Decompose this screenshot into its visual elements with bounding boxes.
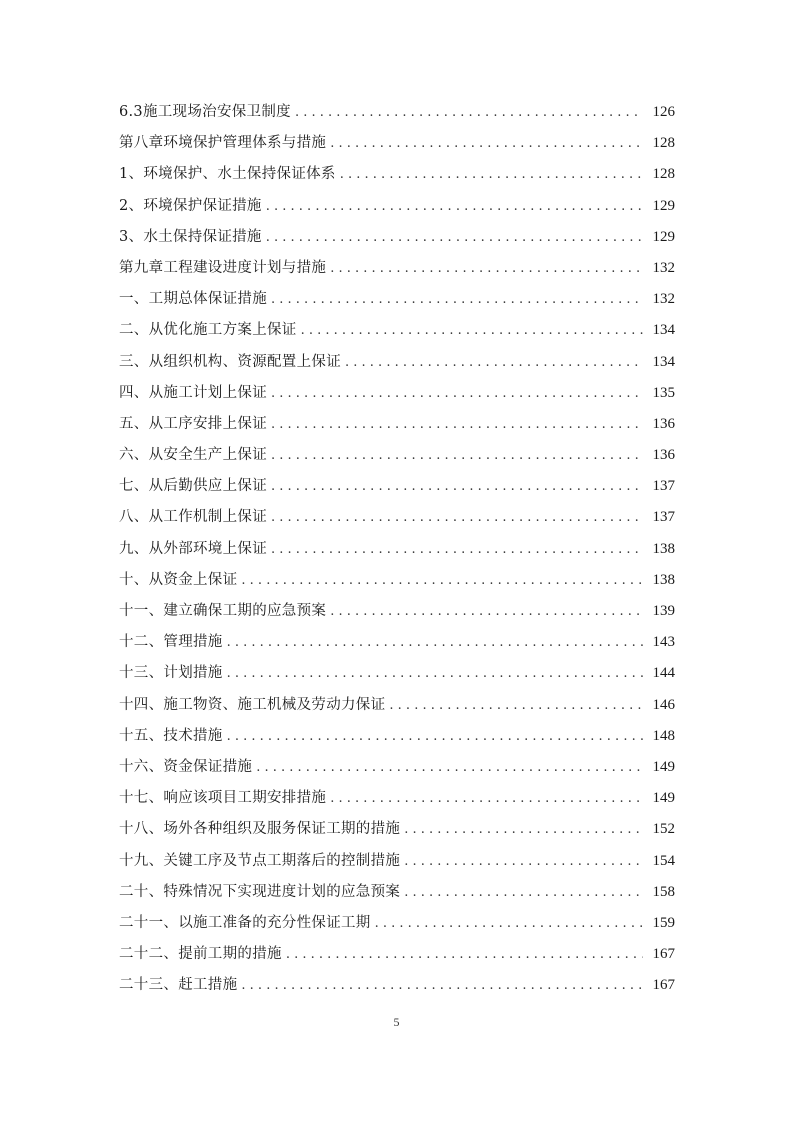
toc-entry-title: 二十二、提前工期的措施 <box>119 946 282 963</box>
toc-entry-title: 二、从优化施工方案上保证 <box>119 322 297 339</box>
toc-entry[interactable] <box>119 378 675 409</box>
toc-dot-leader <box>286 939 643 970</box>
toc-entry-title: 六、从安全生产上保证 <box>119 447 267 464</box>
toc-entry-page: 149 <box>652 758 675 775</box>
toc-dot-leader <box>271 440 643 471</box>
toc-entry-title: 二十一、以施工准备的充分性保证工期 <box>119 914 371 931</box>
toc-entry-page: 135 <box>652 384 675 401</box>
toc-entry-page: 137 <box>652 509 675 526</box>
toc-entry[interactable] <box>119 253 675 284</box>
toc-entry-title: 十九、关键工序及节点工期落后的控制措施 <box>119 852 401 869</box>
toc-entry-title: 2、环境保护保证措施 <box>119 197 262 214</box>
toc-entry-page: 134 <box>652 322 675 339</box>
toc-entry[interactable] <box>119 970 675 1001</box>
toc-entry-title: 十二、管理措施 <box>119 634 223 651</box>
toc-dot-leader <box>375 908 643 939</box>
toc-entry-page: 132 <box>652 259 675 276</box>
toc-dot-leader <box>404 814 643 845</box>
toc-entry-page: 137 <box>652 478 675 495</box>
toc-dot-leader <box>227 658 643 689</box>
toc-entry-title: 1、环境保护、水土保持保证体系 <box>119 166 336 183</box>
toc-entry[interactable] <box>119 783 675 814</box>
toc-entry-page: 129 <box>652 228 675 245</box>
toc-entry-title: 四、从施工计划上保证 <box>119 384 267 401</box>
toc-dot-leader <box>227 721 643 752</box>
toc-entry[interactable] <box>119 939 675 970</box>
toc-entry-title: 三、从组织机构、资源配置上保证 <box>119 353 341 370</box>
toc-entry[interactable] <box>119 690 675 721</box>
toc-entry[interactable] <box>119 596 675 627</box>
toc-dot-leader <box>256 752 643 783</box>
toc-entry-page: 138 <box>652 540 675 557</box>
toc-entry-title: 3、水土保持保证措施 <box>119 228 262 245</box>
toc-entry-page: 136 <box>652 447 675 464</box>
toc-entry[interactable] <box>119 658 675 689</box>
toc-dot-leader <box>241 970 643 1001</box>
toc-entry[interactable] <box>119 752 675 783</box>
toc-entry-page: 139 <box>652 603 675 619</box>
toc-entry-title: 十七、响应该项目工期安排措施 <box>119 790 327 807</box>
toc-dot-leader <box>271 471 643 502</box>
toc-dot-leader <box>271 502 643 533</box>
toc-entry-title: 七、从后勤供应上保证 <box>119 478 267 495</box>
toc-entry[interactable] <box>119 440 675 471</box>
toc-entry[interactable] <box>119 471 675 502</box>
toc-entry-page: 134 <box>652 353 675 370</box>
toc-entry[interactable] <box>119 814 675 845</box>
toc-dot-leader <box>271 534 643 565</box>
toc-dot-leader <box>389 690 643 721</box>
toc-entry[interactable] <box>119 908 675 939</box>
toc-entry-title: 第九章工程建设进度计划与措施 <box>119 259 327 276</box>
toc-entry-page: 128 <box>652 166 675 183</box>
toc-entry[interactable] <box>119 284 675 315</box>
toc-entry[interactable] <box>119 721 675 752</box>
toc-entry-page: 148 <box>652 727 675 744</box>
toc-dot-leader <box>345 347 643 378</box>
toc-entry-title: 十五、技术措施 <box>119 727 223 744</box>
toc-dot-leader <box>271 409 643 440</box>
toc-entry-title: 一、工期总体保证措施 <box>119 291 267 308</box>
toc-entry-page: 138 <box>652 571 675 588</box>
toc-entry-title: 十一、建立确保工期的应急预案 <box>119 603 327 619</box>
toc-entry-page: 167 <box>652 946 675 963</box>
toc-dot-leader <box>295 97 643 128</box>
toc-entry-title: 十四、施工物资、施工机械及劳动力保证 <box>119 696 386 713</box>
toc-dot-leader <box>404 846 643 877</box>
toc-entry-page: 132 <box>652 291 675 308</box>
toc-dot-leader <box>241 565 643 596</box>
toc-entry-title: 第八章环境保护管理体系与措施 <box>119 135 327 152</box>
toc-entry-page: 154 <box>652 852 675 869</box>
toc-entry-page: 143 <box>652 634 675 651</box>
toc-entry[interactable] <box>119 159 675 190</box>
toc-dot-leader <box>340 159 643 190</box>
toc-entry-page: 167 <box>652 977 675 994</box>
toc-entry-page: 158 <box>652 883 675 900</box>
toc-entry[interactable] <box>119 534 675 565</box>
toc-entry-page: 126 <box>652 104 675 120</box>
toc-entry[interactable] <box>119 846 675 877</box>
toc-entry[interactable] <box>119 409 675 440</box>
page-number: 5 <box>393 1015 400 1029</box>
toc-entry[interactable] <box>119 347 675 378</box>
toc-entry-title: 十八、场外各种组织及服务保证工期的措施 <box>119 821 401 838</box>
toc-entry[interactable] <box>119 222 675 253</box>
toc-entry-page: 159 <box>652 914 675 931</box>
toc-entry-page: 146 <box>652 696 675 713</box>
toc-dot-leader <box>330 128 643 159</box>
toc-entry[interactable] <box>119 877 675 908</box>
toc-entry[interactable] <box>119 128 675 159</box>
toc-dot-leader <box>271 284 643 315</box>
toc-entry-page: 128 <box>652 135 675 152</box>
toc-entry-page: 152 <box>652 821 675 838</box>
toc-dot-leader <box>227 627 643 658</box>
toc-entry-page: 129 <box>652 197 675 214</box>
toc-dot-leader <box>266 191 643 222</box>
table-of-contents <box>119 97 675 1001</box>
toc-entry-title: 九、从外部环境上保证 <box>119 540 267 557</box>
toc-dot-leader <box>330 783 643 814</box>
toc-entry-title: 二十、特殊情况下实现进度计划的应急预案 <box>119 883 401 900</box>
toc-entry[interactable] <box>119 97 675 128</box>
toc-dot-leader <box>271 378 643 409</box>
toc-entry-title: 五、从工序安排上保证 <box>119 415 267 432</box>
toc-entry-title: 二十三、赶工措施 <box>119 977 238 994</box>
toc-dot-leader <box>330 596 643 627</box>
toc-dot-leader <box>266 222 643 253</box>
toc-entry[interactable] <box>119 502 675 533</box>
toc-dot-leader <box>330 253 643 284</box>
toc-entry-page: 149 <box>652 790 675 807</box>
toc-dot-leader <box>404 877 643 908</box>
toc-entry[interactable] <box>119 627 675 658</box>
toc-entry-title: 十、从资金上保证 <box>119 571 238 588</box>
toc-entry[interactable] <box>119 191 675 222</box>
toc-entry-title: 十三、计划措施 <box>119 665 223 682</box>
toc-entry-title: 八、从工作机制上保证 <box>119 509 267 526</box>
toc-dot-leader <box>301 315 643 346</box>
toc-entry-page: 144 <box>652 665 675 682</box>
toc-entry-title: 十六、资金保证措施 <box>119 758 253 775</box>
toc-entry-page: 136 <box>652 415 675 432</box>
toc-entry-title: 6.3施工现场治安保卫制度 <box>119 104 291 120</box>
toc-entry[interactable] <box>119 315 675 346</box>
toc-entry[interactable] <box>119 565 675 596</box>
